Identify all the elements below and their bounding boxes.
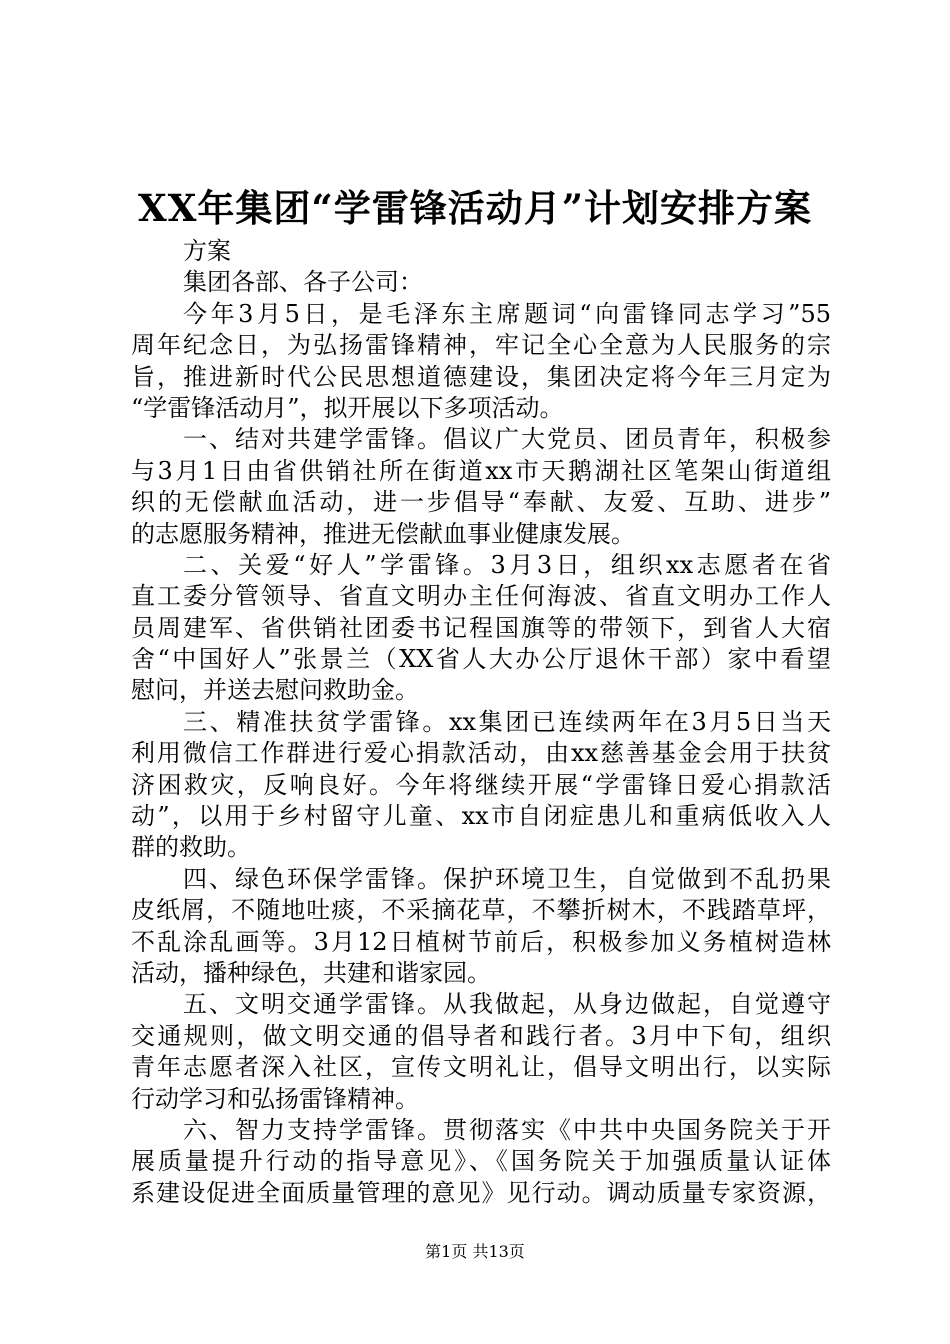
body-line: 织的无偿献血活动，进一步倡导“奉献、友爱、互助、进步” xyxy=(131,488,831,517)
body-line: 交通规则，做文明交通的倡导者和践行者。3月中下旬，组织 xyxy=(131,1021,831,1050)
body-line: 直工委分管领导、省直文明办主任何海波、省直文明办工作人 xyxy=(131,582,831,611)
body-line: “学雷锋活动月”，拟开展以下多项活动。 xyxy=(131,393,564,422)
body-line: 利用微信工作群进行爱心捐款活动，由xx慈善基金会用于扶贫 xyxy=(131,739,831,768)
body-line: 青年志愿者深入社区，宣传文明礼让，倡导文明出行，以实际 xyxy=(131,1053,831,1082)
body-line: 的志愿服务精神，推进无偿献血事业健康发展。 xyxy=(131,519,635,548)
body-line: 皮纸屑，不随地吐痰，不采摘花草，不攀折树木，不践踏草坪， xyxy=(131,896,831,925)
body-line: 四、绿色环保学雷锋。保护环境卫生，自觉做到不乱扔果 xyxy=(183,864,831,893)
body-line: 展质量提升行动的指导意见》、《国务院关于加强质量认证体 xyxy=(131,1147,831,1176)
page-footer: 第1页 共13页 xyxy=(425,1242,525,1261)
body-line: 舍“中国好人”张景兰（XX省人大办公厅退休干部）家中看望 xyxy=(131,645,831,674)
body-line: 活动，播种绿色，共建和谐家园。 xyxy=(131,958,491,987)
body-line: 动”，以用于乡村留守儿童、xx市自闭症患儿和重病低收入人 xyxy=(131,802,831,831)
body-line: 集团各部、各子公司： xyxy=(183,268,423,297)
body-line: 今年3月5日，是毛泽东主席题词“向雷锋同志学习”55 xyxy=(183,299,831,328)
body-line: 二、关爱“好人”学雷锋。3月3日，组织xx志愿者在省 xyxy=(183,550,831,579)
body-line: 系建设促进全面质量管理的意见》见行动。调动质量专家资源， xyxy=(131,1178,831,1207)
body-line: 旨，推进新时代公民思想道德建设，集团决定将今年三月定为 xyxy=(131,362,831,391)
body-line: 行动学习和弘扬雷锋精神。 xyxy=(131,1084,419,1113)
body-line: 六、智力支持学雷锋。贯彻落实《中共中央国务院关于开 xyxy=(183,1115,831,1144)
body-line: 不乱涂乱画等。3月12日植树节前后，积极参加义务植树造林 xyxy=(131,927,831,956)
document-title: XX年集团“学雷锋活动月”计划安排方案 xyxy=(138,186,812,230)
body-line: 慰问，并送去慰问救助金。 xyxy=(131,676,419,705)
body-line: 方案 xyxy=(183,237,231,265)
body-line: 周年纪念日，为弘扬雷锋精神，牢记全心全意为人民服务的宗 xyxy=(131,331,831,360)
body-line: 济困救灾，反响良好。今年将继续开展“学雷锋日爱心捐款活 xyxy=(131,770,831,799)
body-line: 员周建军、省供销社团委书记程国旗等的带领下，到省人大宿 xyxy=(131,613,831,642)
document-body xyxy=(131,236,831,1209)
body-line: 与3月1日由省供销社所在街道xx市天鹅湖社区笔架山街道组 xyxy=(131,456,831,485)
body-line: 三、精准扶贫学雷锋。xx集团已连续两年在3月5日当天 xyxy=(183,707,831,736)
body-line: 五、文明交通学雷锋。从我做起，从身边做起，自觉遵守 xyxy=(183,990,831,1019)
body-line: 群的救助。 xyxy=(131,833,251,862)
body-line: 一、结对共建学雷锋。倡议广大党员、团员青年，积极参 xyxy=(183,425,831,454)
